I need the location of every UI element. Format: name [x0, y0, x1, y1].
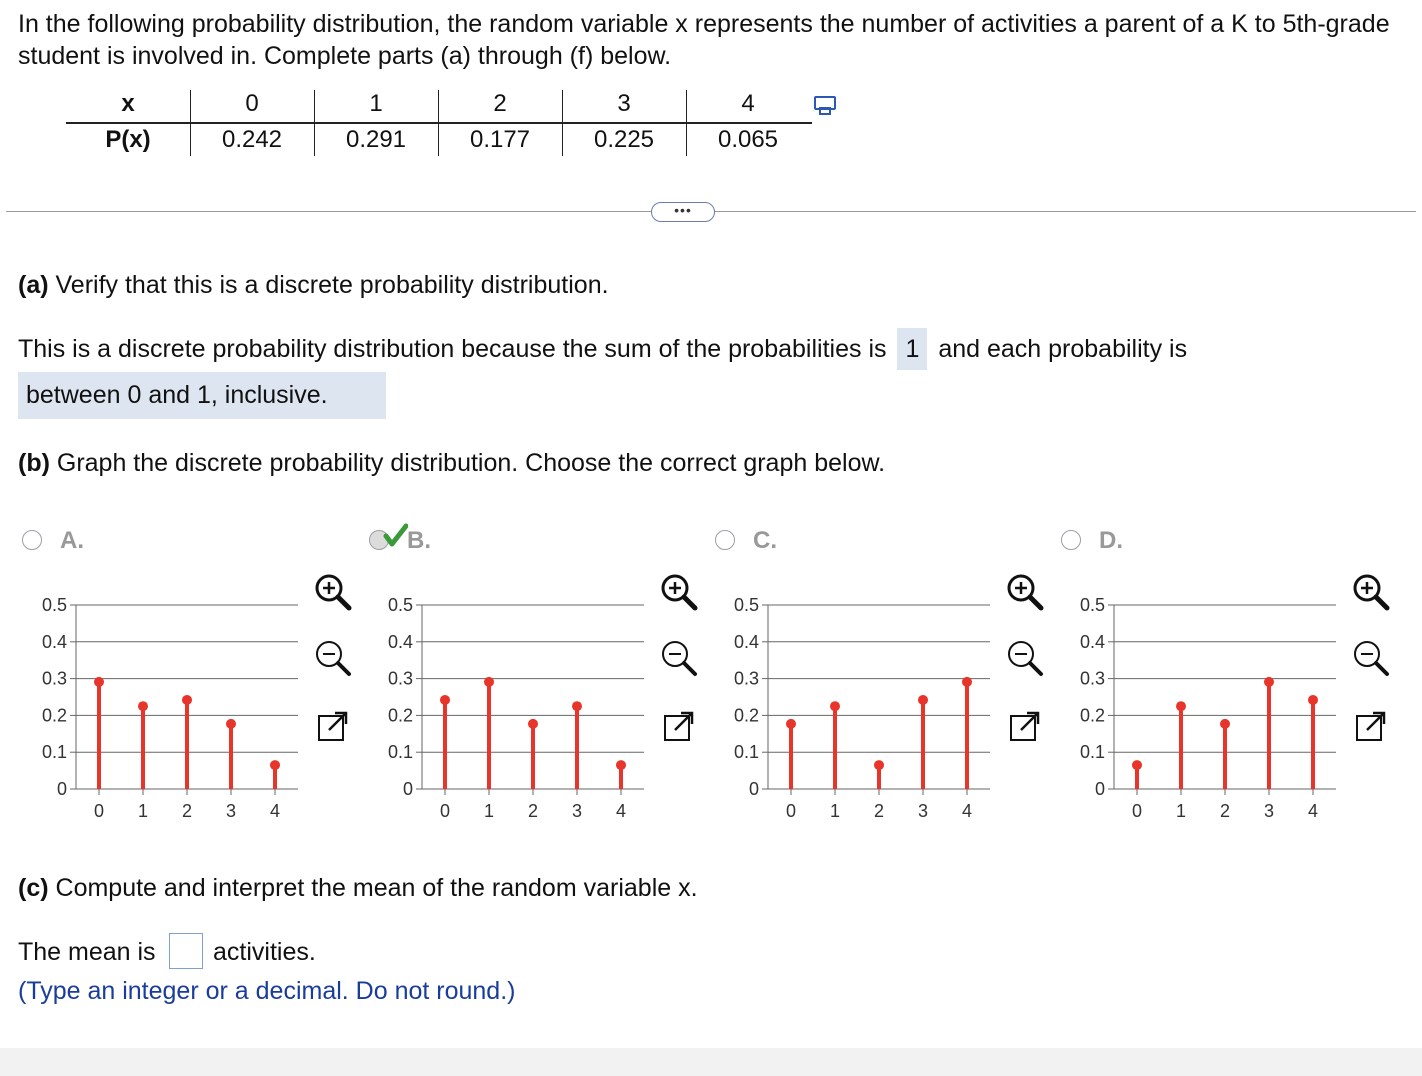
x-tick-label: 4 — [615, 801, 627, 821]
y-tick-label: 0.1 — [1079, 742, 1105, 763]
y-tick-label: 0.2 — [733, 705, 759, 726]
probability-point — [440, 695, 450, 705]
y-tick-label: 0.4 — [41, 631, 67, 652]
option-a-label: A. — [60, 527, 84, 554]
probability-point — [1264, 677, 1274, 687]
y-tick-label: 0.2 — [1079, 705, 1105, 726]
y-tick-label: 0.4 — [733, 631, 759, 652]
x-tick-label: 2 — [1219, 801, 1231, 821]
x-tick-label: 4 — [269, 801, 281, 821]
checkmark-icon — [378, 520, 408, 550]
y-tick-label: 0.4 — [1079, 631, 1105, 652]
footer-bar — [0, 1048, 1422, 1076]
y-tick-label: 0.2 — [41, 705, 67, 726]
part-b-text: Graph the discrete probability distribution. Choose the correct graph below. — [49, 449, 886, 477]
table-x-value: 4 — [741, 90, 755, 117]
probability-point — [572, 701, 582, 711]
x-tick-label: 3 — [917, 801, 929, 821]
zoom-out-icon[interactable] — [311, 636, 355, 680]
table-p-value: 0.291 — [345, 126, 407, 153]
probability-point — [94, 677, 104, 687]
part-c-heading: (c) — [18, 874, 49, 902]
part-a-sentence-mid: and each probability is — [938, 335, 1188, 363]
probability-point — [1176, 701, 1186, 711]
y-tick-label: 0.5 — [1079, 595, 1105, 615]
probability-point — [918, 695, 928, 705]
probability-point — [616, 760, 626, 770]
x-tick-label: 1 — [483, 801, 495, 821]
x-tick-label: 0 — [785, 801, 797, 821]
mean-suffix: activities. — [213, 938, 316, 966]
sum-answer-box[interactable]: 1 — [897, 328, 927, 370]
expand-more-button[interactable]: ••• — [651, 202, 715, 222]
x-tick-label: 2 — [181, 801, 193, 821]
option-d-radio[interactable] — [1061, 530, 1081, 550]
probability-point — [138, 701, 148, 711]
y-tick-label: 0 — [56, 779, 67, 799]
y-tick-label: 0 — [402, 779, 413, 799]
x-tick-label: 4 — [961, 801, 973, 821]
option-c-chart — [692, 588, 992, 828]
open-new-window-icon[interactable] — [1349, 704, 1393, 748]
zoom-out-icon[interactable] — [657, 636, 701, 680]
probability-point — [830, 701, 840, 711]
x-tick-label: 0 — [439, 801, 451, 821]
part-a-text: Verify that this is a discrete probability distribution. — [48, 271, 609, 299]
x-tick-label: 2 — [527, 801, 539, 821]
part-a-sentence-start: This is a discrete probability distribution because the sum of the probabilities is — [18, 335, 887, 363]
x-tick-label: 3 — [1263, 801, 1275, 821]
x-tick-label: 3 — [225, 801, 237, 821]
table-column-line — [686, 90, 687, 156]
part-a-question — [18, 270, 609, 300]
table-x-header: x — [121, 90, 135, 117]
table-x-value: 0 — [245, 90, 259, 117]
table-p-header: P(x) — [105, 126, 151, 153]
option-d-chart — [1038, 588, 1338, 828]
table-column-line — [314, 90, 315, 156]
y-tick-label: 0.4 — [387, 631, 413, 652]
part-a-sentence — [18, 328, 1187, 370]
probability-point — [270, 760, 280, 770]
table-p-value: 0.242 — [221, 126, 283, 153]
answer-hint: (Type an integer or a decimal. Do not round.) — [18, 977, 516, 1005]
prob-answer-box[interactable]: between 0 and 1, inclusive. — [18, 372, 386, 419]
mean-prefix: The mean is — [18, 938, 156, 966]
x-tick-label: 1 — [1175, 801, 1187, 821]
part-c-question — [18, 873, 698, 903]
option-b-label: B. — [407, 527, 431, 554]
problem-intro: In the following probability distribution, the random variable x represents the number of activities a parent of a K to 5th-grade student is involved in. Complete parts (a) through (f) below. — [18, 10, 1390, 70]
option-b-chart — [346, 588, 646, 828]
probability-point — [1308, 695, 1318, 705]
x-tick-label: 3 — [571, 801, 583, 821]
table-column-line — [562, 90, 563, 156]
zoom-out-icon[interactable] — [1003, 636, 1047, 680]
probability-point — [962, 677, 972, 687]
zoom-in-icon[interactable] — [1003, 570, 1047, 614]
y-tick-label: 0.5 — [41, 595, 67, 615]
x-tick-label: 4 — [1307, 801, 1319, 821]
y-tick-label: 0.1 — [41, 742, 67, 763]
part-a-heading: (a) — [18, 271, 49, 299]
zoom-in-icon[interactable] — [657, 570, 701, 614]
y-tick-label: 0.5 — [733, 595, 759, 615]
open-new-window-icon[interactable] — [311, 704, 355, 748]
zoom-in-icon[interactable] — [311, 570, 355, 614]
y-tick-label: 0.2 — [387, 705, 413, 726]
y-tick-label: 0.3 — [733, 668, 759, 689]
probability-point — [1132, 760, 1142, 770]
option-c-label: C. — [753, 527, 777, 554]
y-tick-label: 0.1 — [387, 742, 413, 763]
table-column-line — [190, 90, 191, 156]
table-p-value: 0.177 — [469, 126, 531, 153]
x-tick-label: 0 — [93, 801, 105, 821]
y-tick-label: 0.3 — [387, 668, 413, 689]
y-tick-label: 0 — [1094, 779, 1105, 799]
table-p-value: 0.225 — [593, 126, 655, 153]
probability-point — [1220, 719, 1230, 729]
option-a-radio[interactable] — [22, 530, 42, 550]
y-tick-label: 0 — [748, 779, 759, 799]
table-x-value: 2 — [493, 90, 507, 117]
part-b-heading: (b) — [18, 449, 50, 477]
mean-input[interactable] — [169, 933, 203, 969]
option-d-label: D. — [1099, 527, 1123, 554]
probability-point — [226, 719, 236, 729]
part-b-question — [18, 448, 885, 478]
zoom-out-icon[interactable] — [1349, 636, 1393, 680]
x-tick-label: 1 — [137, 801, 149, 821]
probability-table — [66, 88, 812, 158]
y-tick-label: 0.5 — [387, 595, 413, 615]
y-tick-label: 0.3 — [41, 668, 67, 689]
table-column-line — [438, 90, 439, 156]
x-tick-label: 0 — [1131, 801, 1143, 821]
option-a-chart — [0, 588, 300, 828]
probability-point — [874, 760, 884, 770]
x-tick-label: 2 — [873, 801, 885, 821]
copy-table-icon[interactable] — [814, 96, 836, 116]
part-c-text: Compute and interpret the mean of the random variable x. — [48, 874, 698, 902]
table-x-value: 1 — [369, 90, 383, 117]
x-tick-label: 1 — [829, 801, 841, 821]
table-x-value: 3 — [617, 90, 631, 117]
probability-point — [182, 695, 192, 705]
probability-point — [786, 719, 796, 729]
probability-point — [528, 719, 538, 729]
open-new-window-icon[interactable] — [1003, 704, 1047, 748]
table-divider — [66, 122, 812, 124]
y-tick-label: 0.1 — [733, 742, 759, 763]
zoom-in-icon[interactable] — [1349, 570, 1393, 614]
open-new-window-icon[interactable] — [657, 704, 701, 748]
option-c-radio[interactable] — [715, 530, 735, 550]
probability-point — [484, 677, 494, 687]
table-p-value: 0.065 — [717, 126, 779, 153]
y-tick-label: 0.3 — [1079, 668, 1105, 689]
